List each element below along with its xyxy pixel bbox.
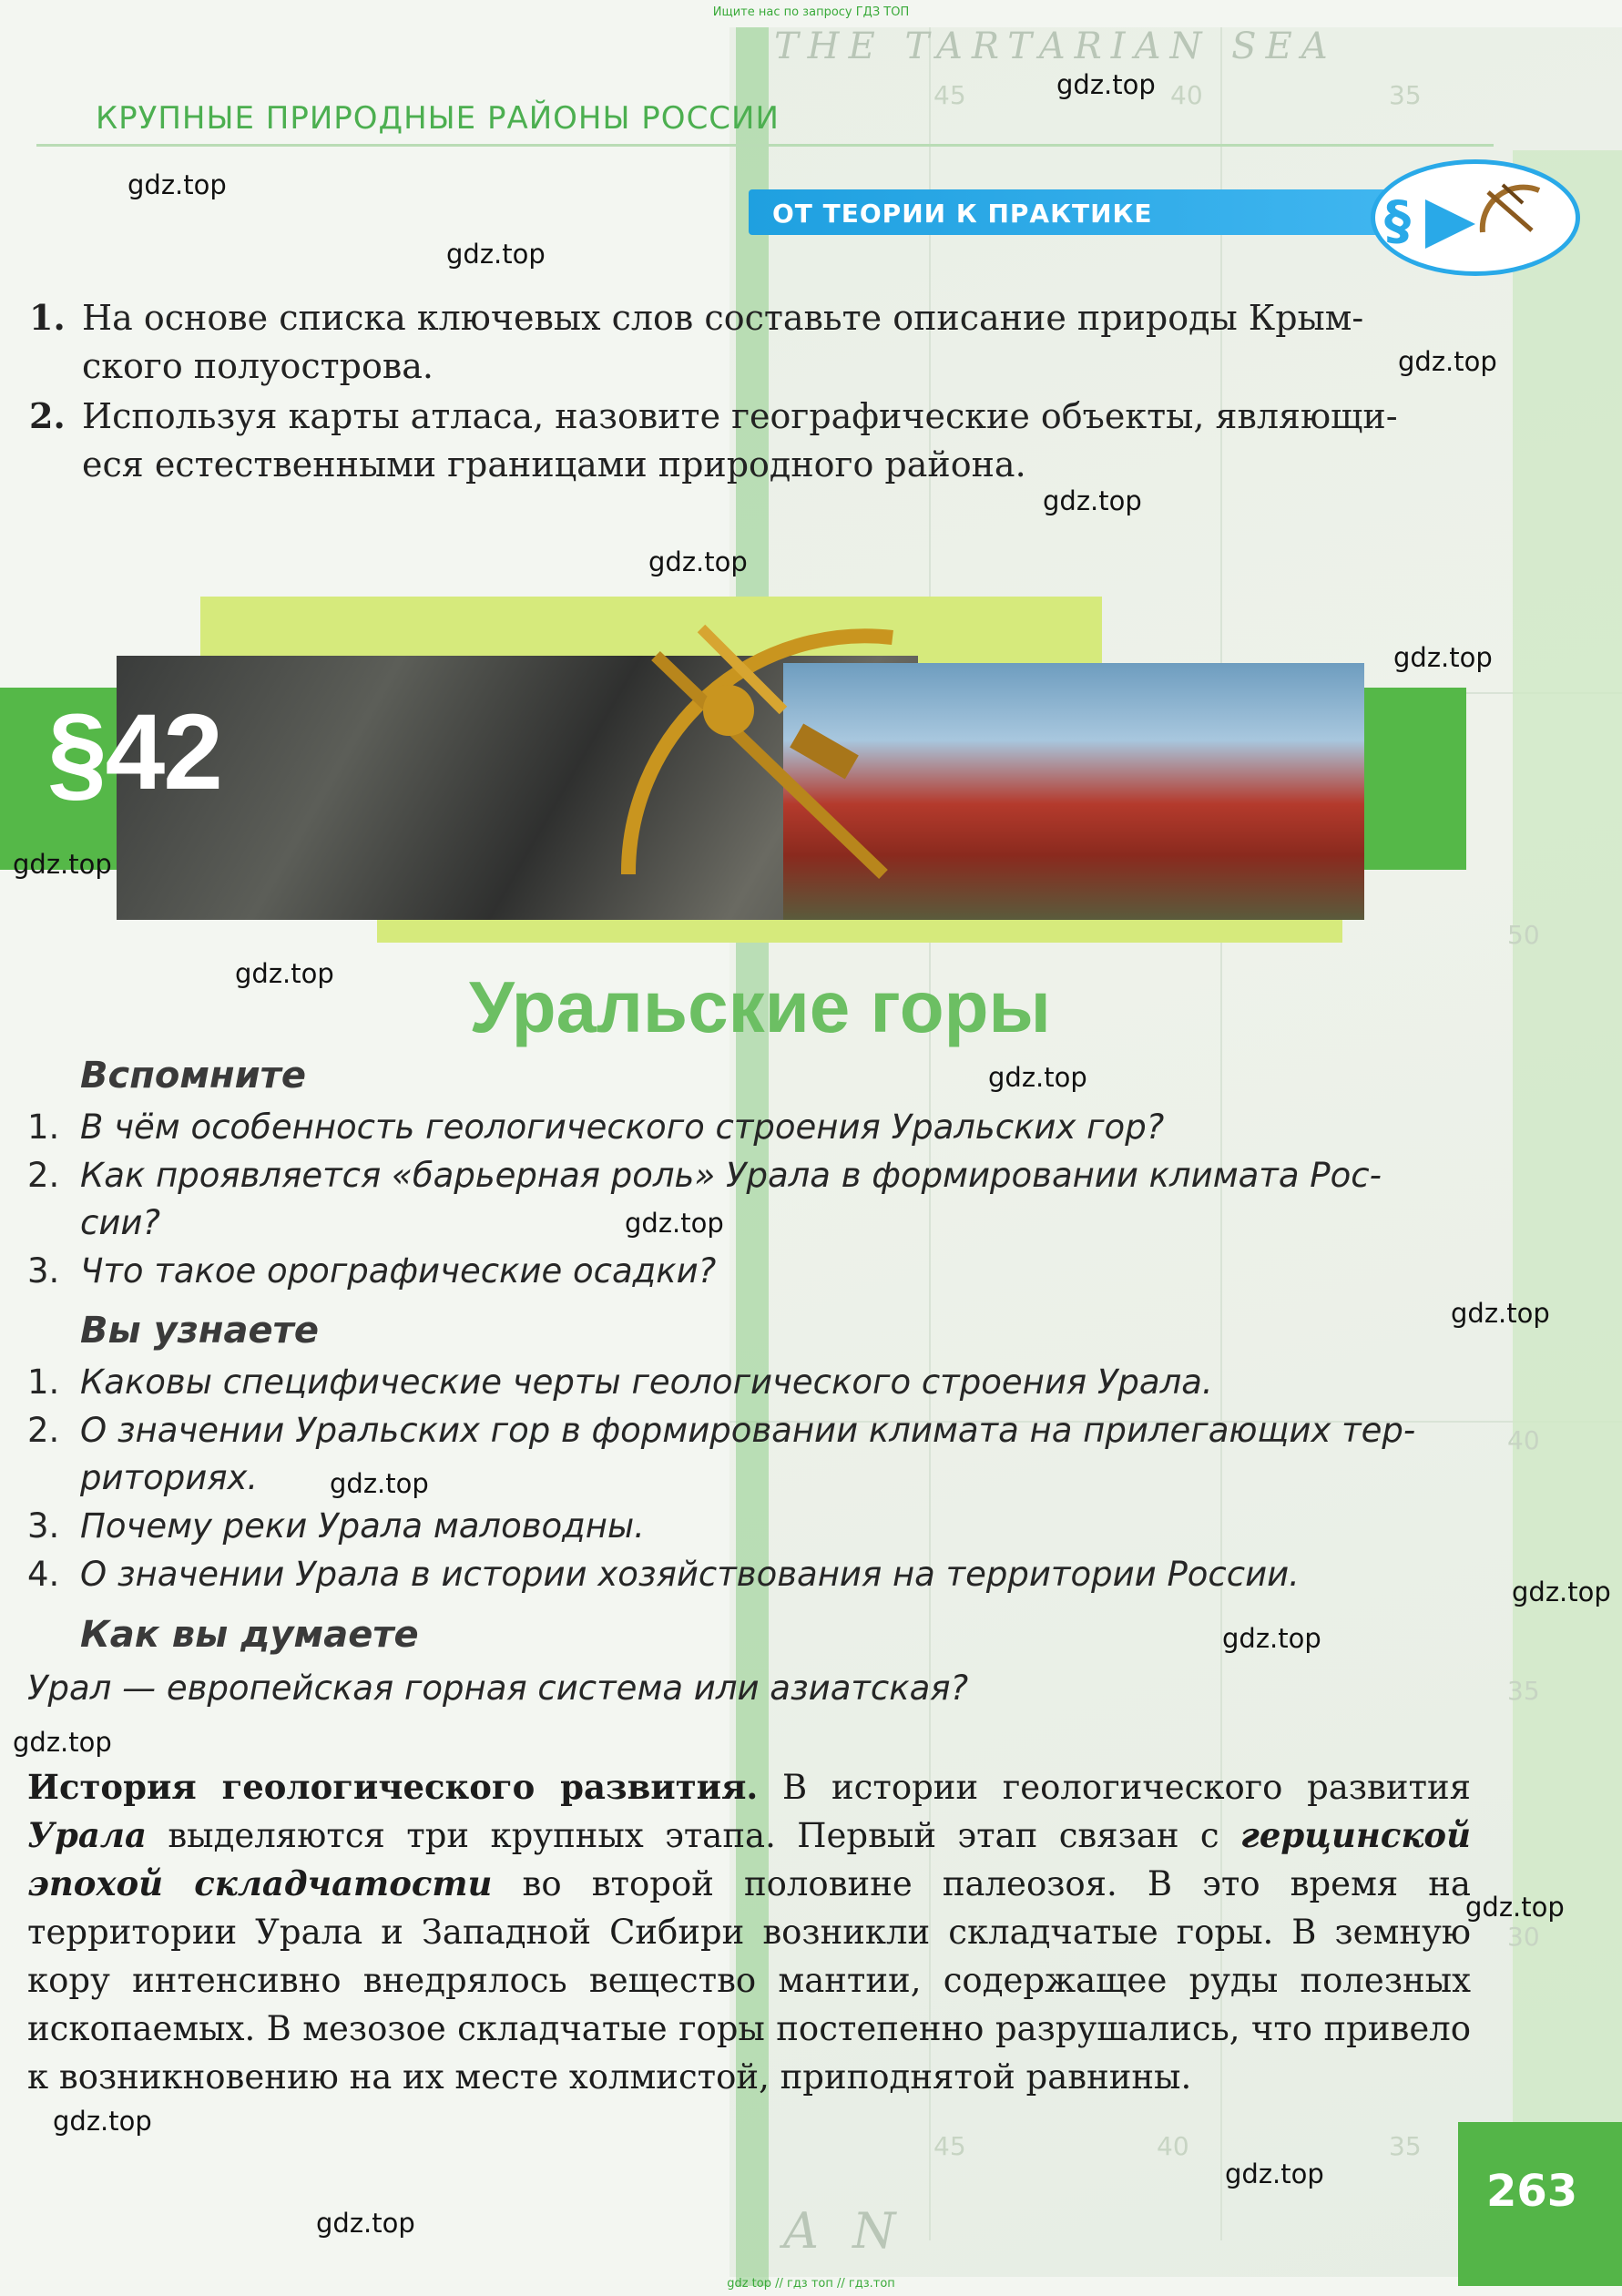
map-bottom-text: A N: [783, 2202, 905, 2260]
practice-task-1: [29, 293, 1363, 391]
remember-item: [27, 1104, 1164, 1151]
watermark: gdz.top: [1056, 69, 1156, 100]
item-text: Что такое орографические осадки?: [80, 1251, 717, 1291]
body-text-run: во второй половине палеозоя. В это время на территории Урала и Западной Сибири возникли складчатые горы. В земную кору интенсивно внедрялось вещество мантии, содержащее руды полезных ископаемых. В мезозое складчатые горы постепенно разрушались, что привело к возникновению на их месте холмистой, приподнятой равнины.: [27, 1864, 1471, 2097]
top-search-note: Ищите нас по запросу ГДЗ ТОП: [712, 5, 910, 19]
think-heading: Как вы думаете: [80, 1614, 419, 1656]
watermark: gdz.top: [1398, 346, 1497, 377]
page-number: 263: [1486, 2166, 1578, 2217]
task-text: На основе списка ключевых слов составьте описание природы Крым-: [82, 298, 1364, 338]
map-degree-label: 50: [1507, 920, 1540, 950]
sextant-illustration: [592, 601, 956, 911]
task-number: 2.: [29, 395, 66, 436]
item-text: Каковы специфические черты геологического строения Урала.: [80, 1362, 1213, 1402]
sextant-icon: [1475, 178, 1548, 241]
map-title-text: THE TARTARIAN SEA: [774, 26, 1337, 67]
item-text-continued: сии?: [80, 1203, 161, 1242]
map-degree-label: 30: [1507, 1922, 1540, 1952]
practice-banner-label: ОТ ТЕОРИИ К ПРАКТИКЕ: [772, 199, 1153, 229]
arrow-right-icon: [1425, 199, 1475, 249]
watermark: gdz.top: [53, 2106, 152, 2137]
watermark: gdz.top: [1465, 1892, 1565, 1923]
map-degree-label: 35: [1507, 1676, 1540, 1706]
learn-item: [27, 1551, 1300, 1598]
header-divider: [36, 144, 1494, 147]
paragraph-sign-icon: §: [1384, 189, 1411, 251]
item-text-continued: риториях.: [80, 1458, 259, 1497]
watermark: gdz.top: [988, 1062, 1087, 1093]
learn-heading: Вы узнаете: [80, 1310, 319, 1352]
task-text-continued: еся естественными границами природного района.: [82, 444, 1026, 485]
body-text-run: В истории геологического развития: [758, 1768, 1471, 1807]
learn-item: [27, 1407, 1415, 1502]
learn-item: [27, 1503, 645, 1550]
watermark: gdz.top: [316, 2208, 415, 2239]
map-degree-label: 40: [1157, 2131, 1189, 2161]
item-number: 2.: [27, 1156, 60, 1195]
item-number: 1.: [27, 1107, 60, 1147]
bottom-search-note: gdz top // гдз топ // гдз.топ: [727, 2277, 895, 2291]
watermark: gdz.top: [1512, 1577, 1611, 1607]
paragraph-number: §42: [47, 692, 221, 812]
map-degree-label: 40: [1507, 1425, 1540, 1455]
body-text-run: выделяются три крупных этапа. Первый этап связан с: [146, 1816, 1241, 1855]
item-number: 1.: [27, 1362, 60, 1402]
map-degree-label: 45: [933, 80, 966, 110]
watermark: gdz.top: [1451, 1298, 1550, 1329]
map-degree-label: 45: [933, 2131, 966, 2161]
watermark: gdz.top: [128, 169, 227, 200]
item-number: 2.: [27, 1411, 60, 1450]
task-number: 1.: [29, 297, 66, 338]
watermark: gdz.top: [13, 1727, 112, 1758]
body-lead: История геологического развития.: [27, 1767, 759, 1807]
watermark: gdz.top: [1043, 485, 1142, 516]
right-green-margin: [1513, 150, 1622, 2281]
watermark: gdz.top: [330, 1468, 429, 1499]
watermark: gdz.top: [625, 1208, 724, 1239]
item-number: 3.: [27, 1506, 60, 1546]
map-degree-label: 35: [1389, 80, 1422, 110]
task-text: Используя карты атласа, назовите географические объекты, являющи-: [82, 396, 1398, 436]
body-term: Урала: [27, 1815, 147, 1855]
body-term: герцинской эпохой складчатости: [27, 1815, 1471, 1903]
watermark: gdz.top: [13, 849, 112, 880]
watermark: gdz.top: [1222, 1623, 1321, 1654]
body-paragraph: [27, 1763, 1471, 2101]
item-number: 4.: [27, 1555, 60, 1594]
paragraph-title: Уральские горы: [469, 966, 1051, 1047]
item-text: Как проявляется «барьерная роль» Урала в формировании климата Рос-: [80, 1156, 1382, 1195]
watermark: gdz.top: [1393, 642, 1493, 673]
think-question: Урал — европейская горная система или азиатская?: [27, 1668, 969, 1708]
item-number: 3.: [27, 1251, 60, 1291]
remember-heading: Вспомните: [80, 1055, 306, 1097]
remember-item: [27, 1248, 716, 1295]
map-degree-label: 35: [1389, 2131, 1422, 2161]
running-header: КРУПНЫЕ ПРИРОДНЫЕ РАЙОНЫ РОССИИ: [96, 100, 780, 137]
watermark: gdz.top: [1225, 2158, 1324, 2189]
item-text: В чём особенность геологического строения Уральских гор?: [80, 1107, 1165, 1147]
watermark: gdz.top: [446, 239, 546, 270]
map-degree-label: 40: [1170, 80, 1203, 110]
watermark: gdz.top: [648, 546, 748, 577]
task-text-continued: ского полуострова.: [82, 346, 434, 386]
item-text: Почему реки Урала маловодны.: [80, 1506, 645, 1546]
item-text: О значении Урала в истории хозяйствования на территории России.: [80, 1555, 1300, 1594]
watermark: gdz.top: [235, 958, 334, 989]
learn-item: [27, 1359, 1213, 1406]
practice-task-2: [29, 392, 1398, 489]
item-text: О значении Уральских гор в формировании климата на прилегающих тер-: [80, 1411, 1416, 1450]
